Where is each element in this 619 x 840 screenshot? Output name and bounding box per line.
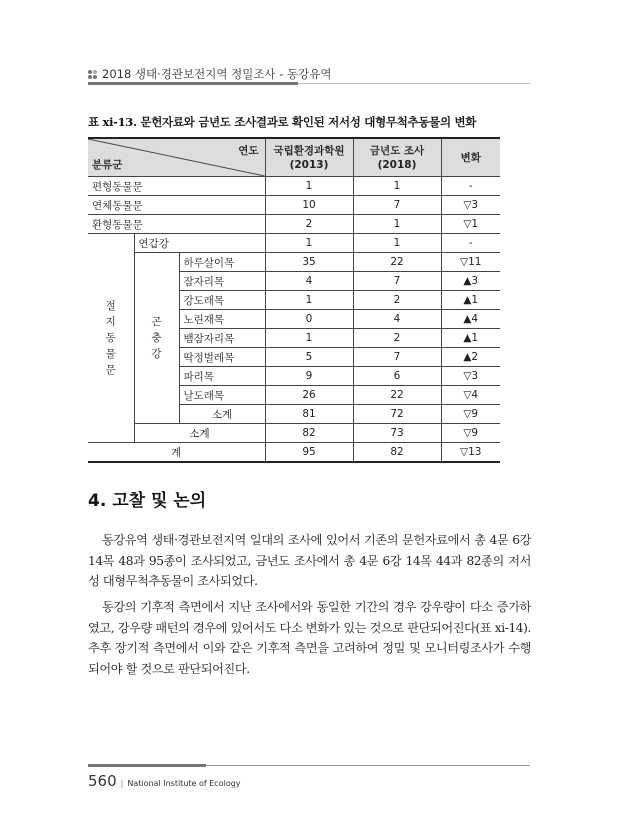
table-cell: ▽1: [441, 215, 500, 234]
page-number: 560: [88, 772, 117, 790]
table-cell: 82: [265, 424, 353, 443]
footer-separator: |: [120, 779, 124, 788]
table-cell: 35: [265, 253, 353, 272]
paragraph: 동강유역 생태·경관보전지역 일대의 조사에 있어서 기존의 문헌자료에서 총 4문 6강 14목 48과 95종이 조사되었고, 금년도 조사에서 총 4문 6강 14목 44과 82종의 저서성 대형무척추동물이 조사되었다.: [88, 533, 531, 589]
table-cell: 환형동물문: [88, 215, 265, 234]
table-cell: ▲1: [441, 291, 500, 310]
table-cell: 73: [353, 424, 441, 443]
table-row: [88, 234, 500, 253]
table-row: [88, 196, 500, 215]
table-cell: 7: [353, 196, 441, 215]
text: 곤: [151, 316, 162, 328]
table-cell: 연갑강: [134, 234, 265, 253]
table-cell: 2: [265, 215, 353, 234]
table-cell: ▲3: [441, 272, 500, 291]
header-diagonal-cell: [88, 138, 265, 177]
class-label: [134, 253, 179, 424]
page-footer: [88, 772, 241, 790]
table-cell: 파리목: [179, 367, 265, 386]
table-cell: 편형동물문: [88, 177, 265, 196]
table-cell: ▲1: [441, 329, 500, 348]
table-cell: 26: [265, 386, 353, 405]
table-caption: 표 xi-13. 문헌자료와 금년도 조사결과로 확인된 저서성 대형무척추동물의 변화: [88, 115, 477, 129]
table-cell: 1: [353, 215, 441, 234]
table-cell: -: [441, 234, 500, 253]
table-cell: 2: [353, 291, 441, 310]
table-cell: 2: [353, 329, 441, 348]
text: 절: [105, 300, 116, 312]
footer-org: National Institute of Ecology: [127, 779, 241, 788]
table-cell: 4: [353, 310, 441, 329]
table-cell: 81: [265, 405, 353, 424]
table-cell: 0: [265, 310, 353, 329]
table-cell: 계: [88, 443, 265, 463]
table-cell: 1: [265, 291, 353, 310]
table-cell: 7: [353, 272, 441, 291]
table-cell: 강도래목: [179, 291, 265, 310]
arthropod-subtotal-row: [88, 424, 500, 443]
text: (2013): [289, 158, 329, 171]
text: (2018): [377, 158, 417, 171]
header-2018: [353, 138, 441, 177]
table-cell: ▽9: [441, 424, 500, 443]
paragraph: 동강의 기후적 측면에서 지난 조사에서와 동일한 기간의 경우 강우량이 다소 증가하였고, 강우량 패턴의 경우에 있어서도 다소 변화가 있는 것으로 판단되어진다(표 xi-14). 추후 장기적 측면에서 이와 같은 기후적 측면을 고려하여 정밀 및 모니터링조사가 수행되어야 할 것으로 판단되어진다.: [88, 600, 531, 676]
table-cell: 9: [265, 367, 353, 386]
table-cell: 소계: [134, 424, 265, 443]
table-cell: 10: [265, 196, 353, 215]
table-cell: 하루살이목: [179, 253, 265, 272]
table-cell: 82: [353, 443, 441, 463]
table-cell: ▲4: [441, 310, 500, 329]
table-cell: 뱀잠자리목: [179, 329, 265, 348]
table-cell: 소계: [179, 405, 265, 424]
table-header-row: [88, 138, 500, 177]
total-row: [88, 443, 500, 463]
header-2013: [265, 138, 353, 177]
table-cell: 72: [353, 405, 441, 424]
text: 동: [105, 332, 116, 344]
running-header: [88, 66, 331, 82]
header-year: 연도: [238, 145, 259, 157]
phylum-label: [88, 234, 134, 443]
data-table: [88, 137, 500, 463]
table-cell: 날도래목: [179, 386, 265, 405]
table-cell: 4: [265, 272, 353, 291]
table-row: [88, 215, 500, 234]
footer-rule-thin: [206, 765, 530, 766]
table-row: [88, 177, 500, 196]
table-cell: 22: [353, 386, 441, 405]
table-cell: ▽11: [441, 253, 500, 272]
table-cell: 6: [353, 367, 441, 386]
table-cell: ▽3: [441, 367, 500, 386]
table-cell: 1: [265, 234, 353, 253]
text: 충: [151, 332, 162, 344]
table-row: [88, 253, 500, 272]
table-cell: 연체동물문: [88, 196, 265, 215]
header-taxon: 분류군: [92, 159, 123, 171]
table-cell: 딱정벌레목: [179, 348, 265, 367]
table-cell: ▽4: [441, 386, 500, 405]
text: 강: [151, 348, 162, 360]
table-cell: 1: [265, 329, 353, 348]
table-cell: 노린재목: [179, 310, 265, 329]
header-rule-thin: [298, 83, 530, 84]
table-cell: 잠자리목: [179, 272, 265, 291]
footer-rule: [88, 764, 206, 767]
text: 금년도 조사: [369, 144, 425, 157]
bullet-dots-icon: [88, 70, 97, 79]
table-cell: 1: [265, 177, 353, 196]
table-cell: 7: [353, 348, 441, 367]
table-cell: ▲2: [441, 348, 500, 367]
table-cell: 22: [353, 253, 441, 272]
table-cell: 1: [353, 177, 441, 196]
table-cell: -: [441, 177, 500, 196]
section-heading: 4. 고찰 및 논의: [88, 491, 207, 511]
text: 지: [105, 316, 116, 328]
header-change: 변화: [441, 138, 500, 177]
table-cell: 1: [353, 234, 441, 253]
running-header-title: 2018 생태·경관보전지역 정밀조사 - 동강유역: [102, 67, 332, 81]
header-rule: [88, 82, 298, 85]
table-cell: ▽3: [441, 196, 500, 215]
table-cell: 95: [265, 443, 353, 463]
table-cell: 5: [265, 348, 353, 367]
table-cell: ▽13: [441, 443, 500, 463]
text: 국립환경과학원: [273, 144, 345, 157]
text: 물: [105, 348, 116, 360]
text: 문: [105, 364, 116, 376]
table-cell: ▽9: [441, 405, 500, 424]
